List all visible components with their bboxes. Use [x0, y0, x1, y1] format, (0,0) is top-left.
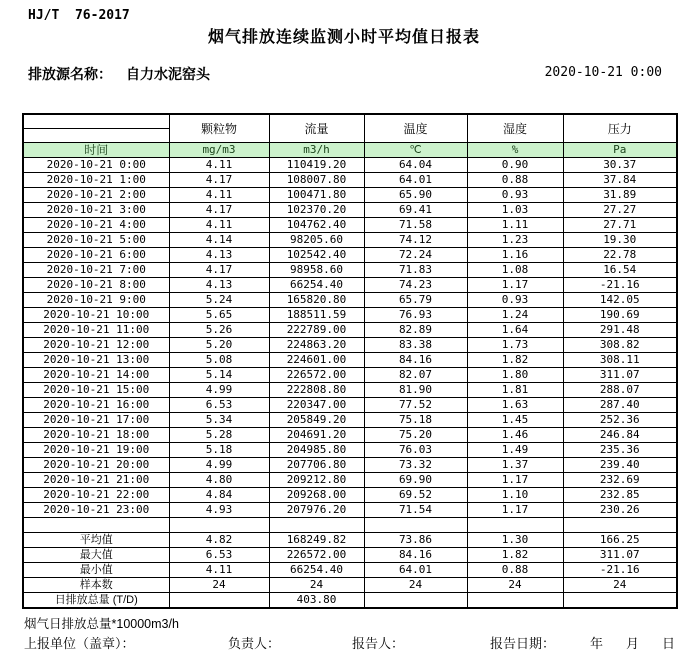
spacer-cell — [169, 518, 269, 533]
hour-row — [23, 293, 677, 308]
value-cell: 239.40 — [563, 458, 677, 473]
summary-value: 24 — [467, 578, 563, 593]
value-cell: 4.11 — [169, 188, 269, 203]
time-cell: 2020-10-21 0:00 — [23, 158, 169, 173]
value-cell: 19.30 — [563, 233, 677, 248]
column-header-1: 颗粒物 — [169, 114, 269, 143]
value-cell: 4.84 — [169, 488, 269, 503]
standard-code: HJ/T 76-2017 — [28, 8, 130, 23]
value-cell: 232.85 — [563, 488, 677, 503]
summary-value: 4.11 — [169, 563, 269, 578]
value-cell: 37.84 — [563, 173, 677, 188]
hour-row — [23, 473, 677, 488]
value-cell: 4.17 — [169, 263, 269, 278]
value-cell: 5.20 — [169, 338, 269, 353]
value-cell: 4.17 — [169, 203, 269, 218]
hour-row — [23, 503, 677, 518]
summary-value: 24 — [169, 578, 269, 593]
time-cell: 2020-10-21 21:00 — [23, 473, 169, 488]
summary-value: 73.86 — [364, 533, 467, 548]
value-cell: 76.03 — [364, 443, 467, 458]
value-cell: 1.17 — [467, 473, 563, 488]
value-cell: 27.71 — [563, 218, 677, 233]
footer-signature-line — [0, 633, 688, 651]
reporter-label: 报告人： — [352, 636, 405, 651]
hour-row — [23, 158, 677, 173]
summary-label: 最大值 — [23, 548, 169, 563]
value-cell: 4.99 — [169, 383, 269, 398]
value-cell: 1.73 — [467, 338, 563, 353]
source-name: 自力水泥窑头 — [126, 66, 210, 82]
total-value — [169, 593, 269, 609]
total-value: 403.80 — [269, 593, 364, 609]
time-cell: 2020-10-21 11:00 — [23, 323, 169, 338]
value-cell: 4.11 — [169, 218, 269, 233]
value-cell: 1.23 — [467, 233, 563, 248]
value-cell: 207976.20 — [269, 503, 364, 518]
spacer-cell — [269, 518, 364, 533]
summary-row — [23, 563, 677, 578]
value-cell: 22.78 — [563, 248, 677, 263]
time-cell: 2020-10-21 4:00 — [23, 218, 169, 233]
value-cell: 224601.00 — [269, 353, 364, 368]
hour-row — [23, 338, 677, 353]
day-label: 日 — [662, 636, 676, 651]
column-header-3: 温度 — [364, 114, 467, 143]
page-title: 烟气排放连续监测小时平均值日报表 — [207, 29, 480, 46]
value-cell: 73.32 — [364, 458, 467, 473]
hour-row — [23, 323, 677, 338]
summary-value: 168249.82 — [269, 533, 364, 548]
value-cell: 0.90 — [467, 158, 563, 173]
value-cell: 1.37 — [467, 458, 563, 473]
value-cell: 4.13 — [169, 248, 269, 263]
time-cell: 2020-10-21 10:00 — [23, 308, 169, 323]
total-row — [23, 593, 677, 609]
value-cell: 64.01 — [364, 173, 467, 188]
spacer-cell — [364, 518, 467, 533]
spacer-cell — [467, 518, 563, 533]
summary-label: 最小值 — [23, 563, 169, 578]
unit-cell-3: ℃ — [364, 143, 467, 158]
value-cell: 207706.80 — [269, 458, 364, 473]
value-cell: 76.93 — [364, 308, 467, 323]
value-cell: 64.04 — [364, 158, 467, 173]
value-cell: 98205.60 — [269, 233, 364, 248]
value-cell: 224863.20 — [269, 338, 364, 353]
hour-row — [23, 188, 677, 203]
value-cell: 102542.40 — [269, 248, 364, 263]
value-cell: 5.28 — [169, 428, 269, 443]
column-header-4: 湿度 — [467, 114, 563, 143]
value-cell: 104762.40 — [269, 218, 364, 233]
summary-value: 84.16 — [364, 548, 467, 563]
time-cell: 2020-10-21 17:00 — [23, 413, 169, 428]
hour-row — [23, 458, 677, 473]
value-cell: 165820.80 — [269, 293, 364, 308]
report-datetime: 2020-10-21 0:00 — [544, 65, 662, 80]
total-label: 日排放总量 (T/D) — [23, 593, 169, 609]
summary-value: 166.25 — [563, 533, 677, 548]
value-cell: 222808.80 — [269, 383, 364, 398]
time-cell: 2020-10-21 19:00 — [23, 443, 169, 458]
hour-row — [23, 233, 677, 248]
value-cell: 69.41 — [364, 203, 467, 218]
time-cell: 2020-10-21 22:00 — [23, 488, 169, 503]
hour-row — [23, 263, 677, 278]
value-cell: 287.40 — [563, 398, 677, 413]
value-cell: 65.90 — [364, 188, 467, 203]
value-cell: 288.07 — [563, 383, 677, 398]
value-cell: 5.34 — [169, 413, 269, 428]
value-cell: 246.84 — [563, 428, 677, 443]
value-cell: 0.93 — [467, 188, 563, 203]
value-cell: 31.89 — [563, 188, 677, 203]
value-cell: 16.54 — [563, 263, 677, 278]
spacer-cell — [563, 518, 677, 533]
value-cell: 235.36 — [563, 443, 677, 458]
value-cell: 30.37 — [563, 158, 677, 173]
unit-cell-5: Pa — [563, 143, 677, 158]
summary-value: -21.16 — [563, 563, 677, 578]
summary-label: 样本数 — [23, 578, 169, 593]
hour-row — [23, 308, 677, 323]
hour-row — [23, 353, 677, 368]
time-cell: 2020-10-21 15:00 — [23, 383, 169, 398]
hour-row — [23, 428, 677, 443]
value-cell: 6.53 — [169, 398, 269, 413]
summary-row — [23, 533, 677, 548]
table-head — [23, 114, 677, 158]
value-cell: 71.54 — [364, 503, 467, 518]
footer-note: 烟气日排放总量*10000m3/h — [24, 617, 179, 631]
summary-value: 24 — [269, 578, 364, 593]
value-cell: 188511.59 — [269, 308, 364, 323]
hour-row — [23, 368, 677, 383]
summary-row — [23, 548, 677, 563]
value-cell: 5.14 — [169, 368, 269, 383]
value-cell: 1.81 — [467, 383, 563, 398]
hour-row — [23, 413, 677, 428]
value-cell: 77.52 — [364, 398, 467, 413]
value-cell: 1.08 — [467, 263, 563, 278]
value-cell: 69.90 — [364, 473, 467, 488]
summary-value: 4.82 — [169, 533, 269, 548]
hour-row — [23, 398, 677, 413]
hour-row — [23, 383, 677, 398]
summary-value: 66254.40 — [269, 563, 364, 578]
value-cell: 82.07 — [364, 368, 467, 383]
value-cell: 4.14 — [169, 233, 269, 248]
value-cell: 308.11 — [563, 353, 677, 368]
unit-cell-1: mg/m3 — [169, 143, 269, 158]
value-cell: 291.48 — [563, 323, 677, 338]
summary-value: 24 — [563, 578, 677, 593]
time-cell: 2020-10-21 9:00 — [23, 293, 169, 308]
hour-row — [23, 173, 677, 188]
units-row — [23, 143, 677, 158]
value-cell: -21.16 — [563, 278, 677, 293]
value-cell: 69.52 — [364, 488, 467, 503]
total-value — [364, 593, 467, 609]
month-label: 月 — [626, 636, 640, 651]
value-cell: 209268.00 — [269, 488, 364, 503]
value-cell: 1.49 — [467, 443, 563, 458]
corner-cell-top — [23, 114, 169, 129]
value-cell: 232.69 — [563, 473, 677, 488]
time-cell: 2020-10-21 5:00 — [23, 233, 169, 248]
value-cell: 5.65 — [169, 308, 269, 323]
hour-row — [23, 488, 677, 503]
time-cell: 2020-10-21 23:00 — [23, 503, 169, 518]
value-cell: 220347.00 — [269, 398, 364, 413]
value-cell: 83.38 — [364, 338, 467, 353]
hour-row — [23, 218, 677, 233]
value-cell: 1.46 — [467, 428, 563, 443]
value-cell: 102370.20 — [269, 203, 364, 218]
value-cell: 1.16 — [467, 248, 563, 263]
table-body — [23, 158, 677, 609]
value-cell: 4.17 — [169, 173, 269, 188]
summary-value: 1.82 — [467, 548, 563, 563]
value-cell: 4.13 — [169, 278, 269, 293]
source-line — [28, 64, 210, 84]
summary-value: 6.53 — [169, 548, 269, 563]
value-cell: 4.93 — [169, 503, 269, 518]
summary-value: 24 — [364, 578, 467, 593]
value-cell: 4.99 — [169, 458, 269, 473]
year-label: 年 — [590, 636, 604, 651]
report-table — [22, 113, 678, 609]
value-cell: 5.08 — [169, 353, 269, 368]
value-cell: 230.26 — [563, 503, 677, 518]
time-cell: 2020-10-21 3:00 — [23, 203, 169, 218]
hour-row — [23, 203, 677, 218]
value-cell: 108007.80 — [269, 173, 364, 188]
time-cell: 2020-10-21 2:00 — [23, 188, 169, 203]
value-cell: 1.64 — [467, 323, 563, 338]
value-cell: 204691.20 — [269, 428, 364, 443]
time-cell: 2020-10-21 16:00 — [23, 398, 169, 413]
value-cell: 1.17 — [467, 278, 563, 293]
time-cell: 2020-10-21 12:00 — [23, 338, 169, 353]
value-cell: 1.24 — [467, 308, 563, 323]
value-cell: 4.11 — [169, 158, 269, 173]
spacer-cell — [23, 518, 169, 533]
report-unit-label: 上报单位（盖章）： — [24, 636, 135, 651]
spacer-row — [23, 518, 677, 533]
value-cell: 1.82 — [467, 353, 563, 368]
value-cell: 1.63 — [467, 398, 563, 413]
unit-cell-4: % — [467, 143, 563, 158]
value-cell: 222789.00 — [269, 323, 364, 338]
summary-value: 226572.00 — [269, 548, 364, 563]
value-cell: 75.18 — [364, 413, 467, 428]
value-cell: 5.18 — [169, 443, 269, 458]
value-cell: 27.27 — [563, 203, 677, 218]
value-cell: 205849.20 — [269, 413, 364, 428]
value-cell: 252.36 — [563, 413, 677, 428]
summary-value: 0.88 — [467, 563, 563, 578]
value-cell: 82.89 — [364, 323, 467, 338]
value-cell: 190.69 — [563, 308, 677, 323]
column-header-5: 压力 — [563, 114, 677, 143]
value-cell: 74.23 — [364, 278, 467, 293]
summary-value: 64.01 — [364, 563, 467, 578]
value-cell: 1.11 — [467, 218, 563, 233]
header-row-1 — [23, 114, 677, 129]
summary-value: 311.07 — [563, 548, 677, 563]
hour-row — [23, 443, 677, 458]
value-cell: 1.45 — [467, 413, 563, 428]
value-cell: 226572.00 — [269, 368, 364, 383]
unit-cell-2: m3/h — [269, 143, 364, 158]
time-cell: 2020-10-21 8:00 — [23, 278, 169, 293]
value-cell: 204985.80 — [269, 443, 364, 458]
value-cell: 1.17 — [467, 503, 563, 518]
value-cell: 100471.80 — [269, 188, 364, 203]
summary-label: 平均值 — [23, 533, 169, 548]
time-cell: 2020-10-21 1:00 — [23, 173, 169, 188]
summary-row — [23, 578, 677, 593]
value-cell: 0.88 — [467, 173, 563, 188]
value-cell: 84.16 — [364, 353, 467, 368]
responsible-label: 负责人： — [228, 636, 281, 651]
summary-value: 1.30 — [467, 533, 563, 548]
time-cell: 2020-10-21 14:00 — [23, 368, 169, 383]
value-cell: 66254.40 — [269, 278, 364, 293]
hour-row — [23, 248, 677, 263]
value-cell: 1.80 — [467, 368, 563, 383]
value-cell: 110419.20 — [269, 158, 364, 173]
value-cell: 81.90 — [364, 383, 467, 398]
column-header-2: 流量 — [269, 114, 364, 143]
value-cell: 0.93 — [467, 293, 563, 308]
value-cell: 1.10 — [467, 488, 563, 503]
time-cell: 2020-10-21 20:00 — [23, 458, 169, 473]
value-cell: 72.24 — [364, 248, 467, 263]
value-cell: 1.03 — [467, 203, 563, 218]
total-value — [467, 593, 563, 609]
report-date-label: 报告日期： — [490, 636, 556, 651]
value-cell: 74.12 — [364, 233, 467, 248]
value-cell: 308.82 — [563, 338, 677, 353]
value-cell: 65.79 — [364, 293, 467, 308]
value-cell: 75.20 — [364, 428, 467, 443]
value-cell: 5.24 — [169, 293, 269, 308]
value-cell: 4.80 — [169, 473, 269, 488]
time-cell: 2020-10-21 18:00 — [23, 428, 169, 443]
time-cell: 2020-10-21 7:00 — [23, 263, 169, 278]
value-cell: 71.58 — [364, 218, 467, 233]
time-cell: 2020-10-21 13:00 — [23, 353, 169, 368]
hour-row — [23, 278, 677, 293]
source-label: 排放源名称： — [28, 66, 112, 82]
value-cell: 98958.60 — [269, 263, 364, 278]
value-cell: 5.26 — [169, 323, 269, 338]
value-cell: 71.83 — [364, 263, 467, 278]
time-header: 时间 — [23, 143, 169, 158]
value-cell: 311.07 — [563, 368, 677, 383]
corner-cell-bottom — [23, 129, 169, 143]
time-cell: 2020-10-21 6:00 — [23, 248, 169, 263]
total-value — [563, 593, 677, 609]
value-cell: 142.05 — [563, 293, 677, 308]
value-cell: 209212.80 — [269, 473, 364, 488]
